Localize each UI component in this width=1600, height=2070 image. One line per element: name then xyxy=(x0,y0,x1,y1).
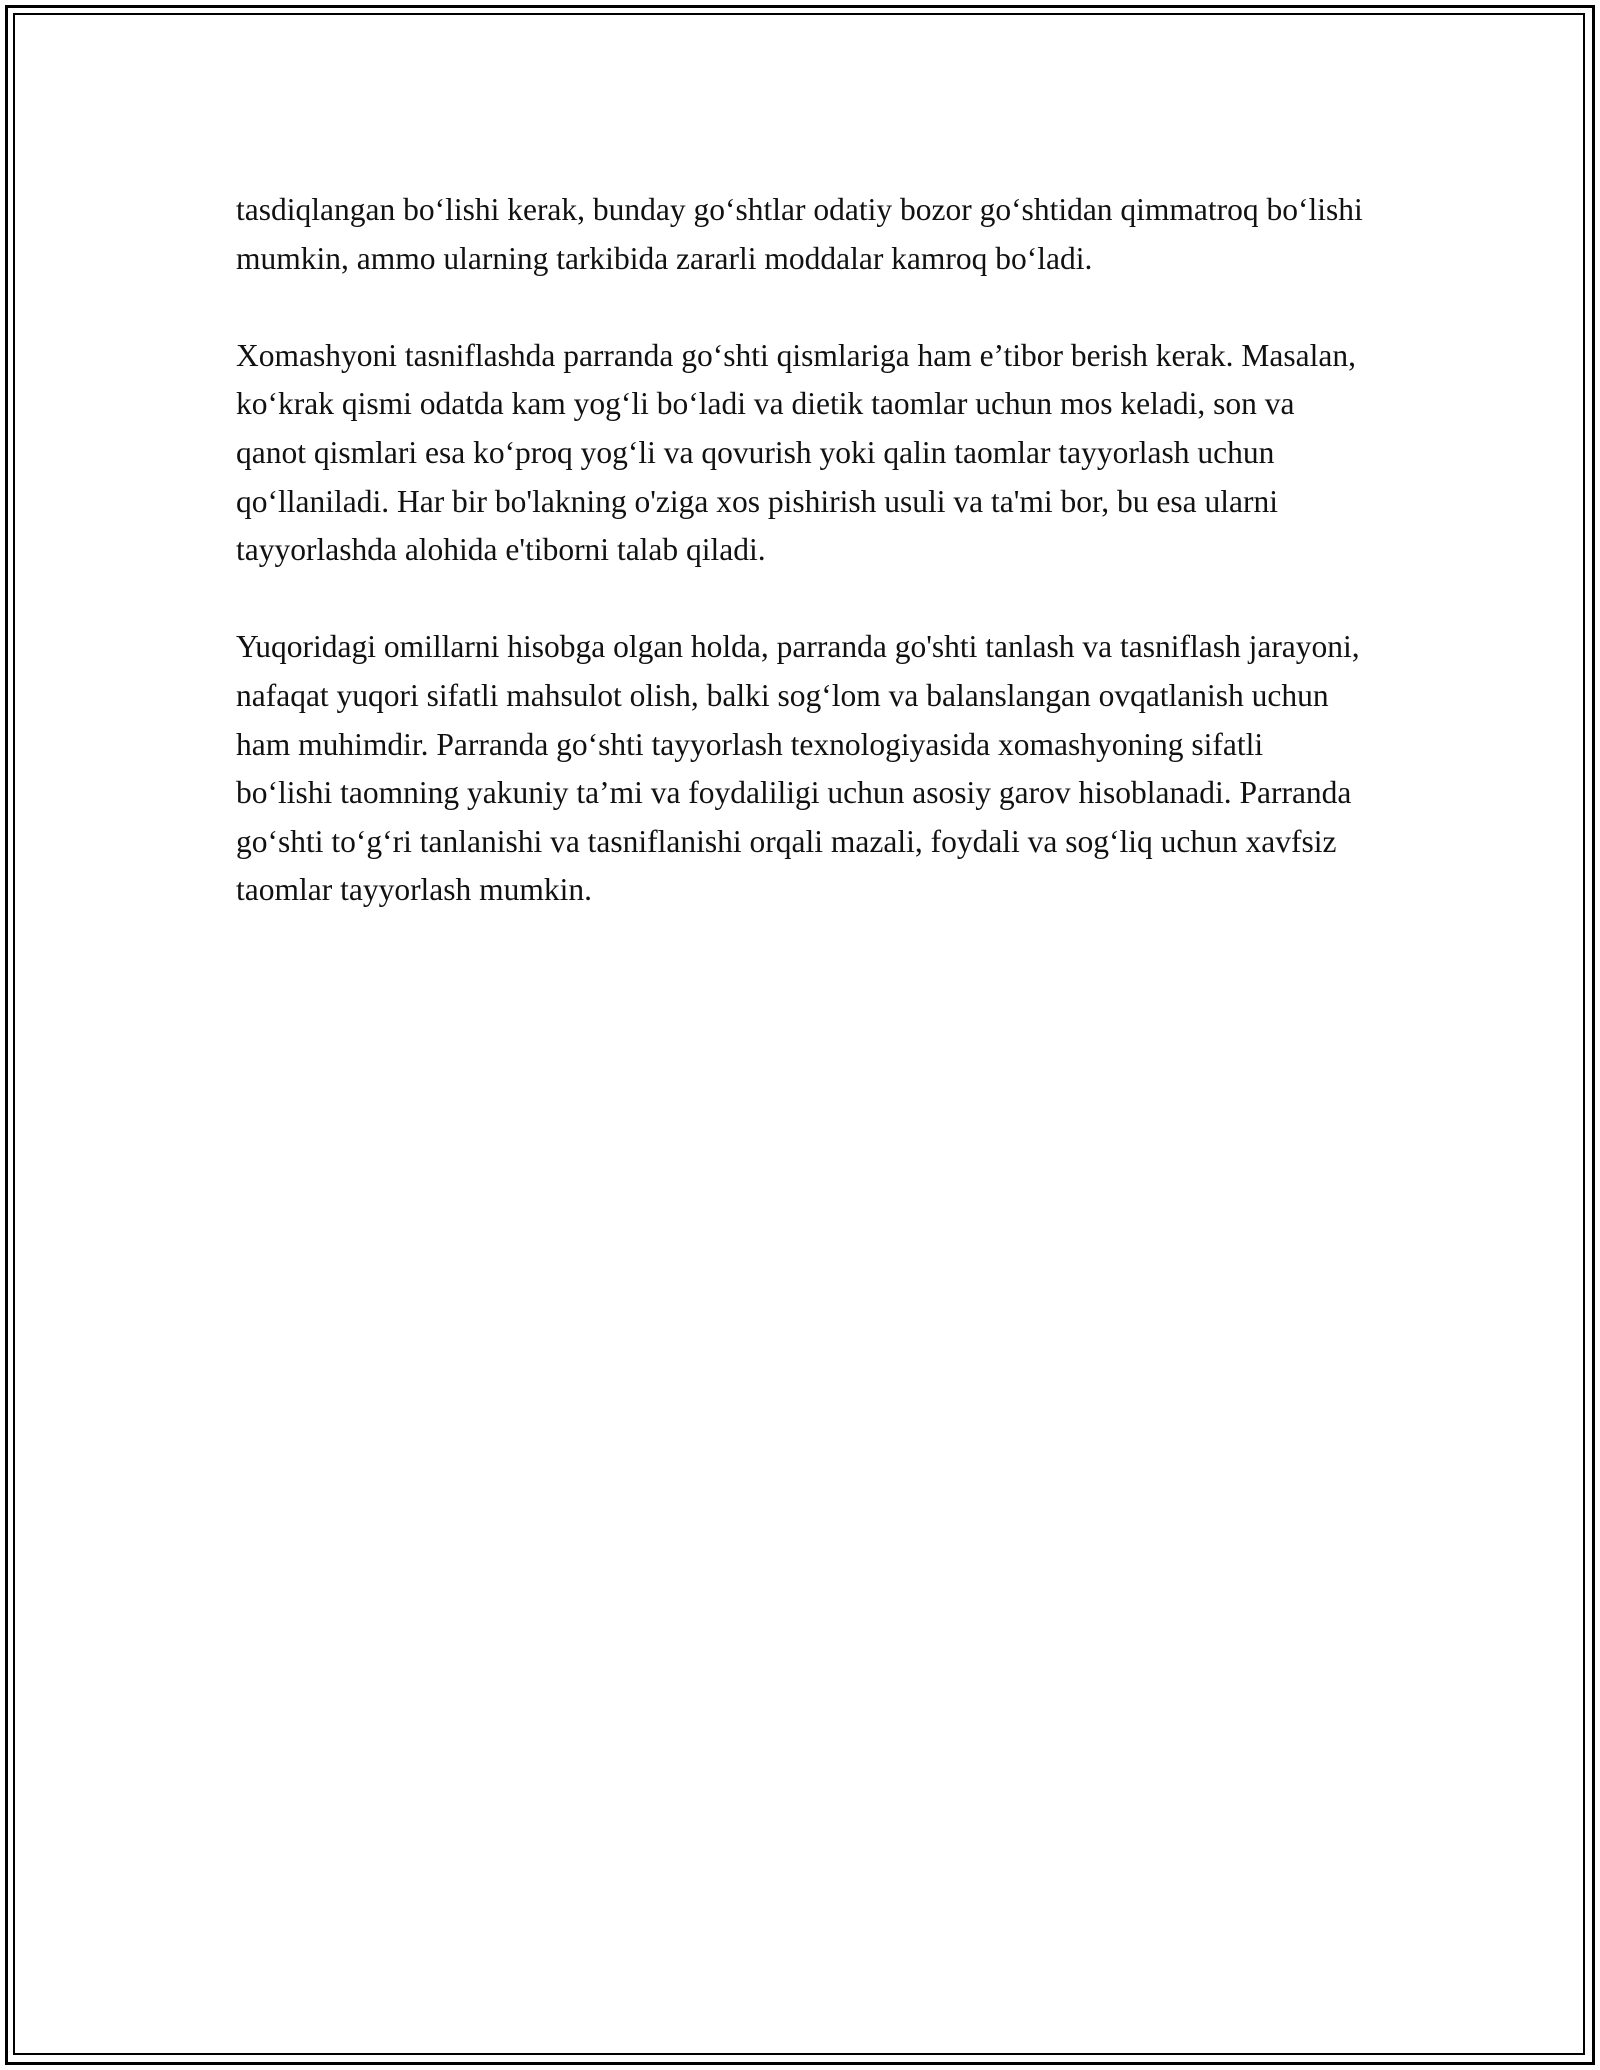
paragraph: Xomashyoni tasniflashda parranda go‘shti qismlariga ham e’tibor berish kerak. Masalan, ko‘krak qismi odatda kam yog‘li bo‘ladi va dietik taomlar uchun mos keladi, son va qanot qismlari esa ko‘proq yog‘li va qovurish yoki qalin taomlar tayyorlash uchun qo‘llaniladi. Har bir bo'lakning o'ziga xos pishirish usuli va ta'mi bor, bu esa ularni tayyorlashda alohida e'tiborni talab qiladi. xyxy=(236,337,1356,568)
document-body xyxy=(236,186,1366,964)
paragraph: tasdiqlangan bo‘lishi kerak, bunday go‘shtlar odatiy bozor go‘shtidan qimmatroq bo‘lishi mumkin, ammo ularning tarkibida zararli moddalar kamroq bo‘ladi. xyxy=(236,192,1363,276)
paragraph: Yuqoridagi omillarni hisobga olgan holda, parranda go'shti tanlash va tasniflash jarayoni, nafaqat yuqori sifatli mahsulot olish, balki sog‘lom va balanslangan ovqatlanish uchun ham muhimdir. Parranda go‘shti tayyorlash texnologiyasida xomashyoning sifatli bo‘lishi taomning yakuniy ta’mi va foydaliligi uchun asosiy garov hisoblanadi. Parranda go‘shti to‘g‘ri tanlanishi va tasniflanishi orqali mazali, foydali va sog‘liq uchun xavfsiz taomlar tayyorlash mumkin. xyxy=(236,629,1360,908)
